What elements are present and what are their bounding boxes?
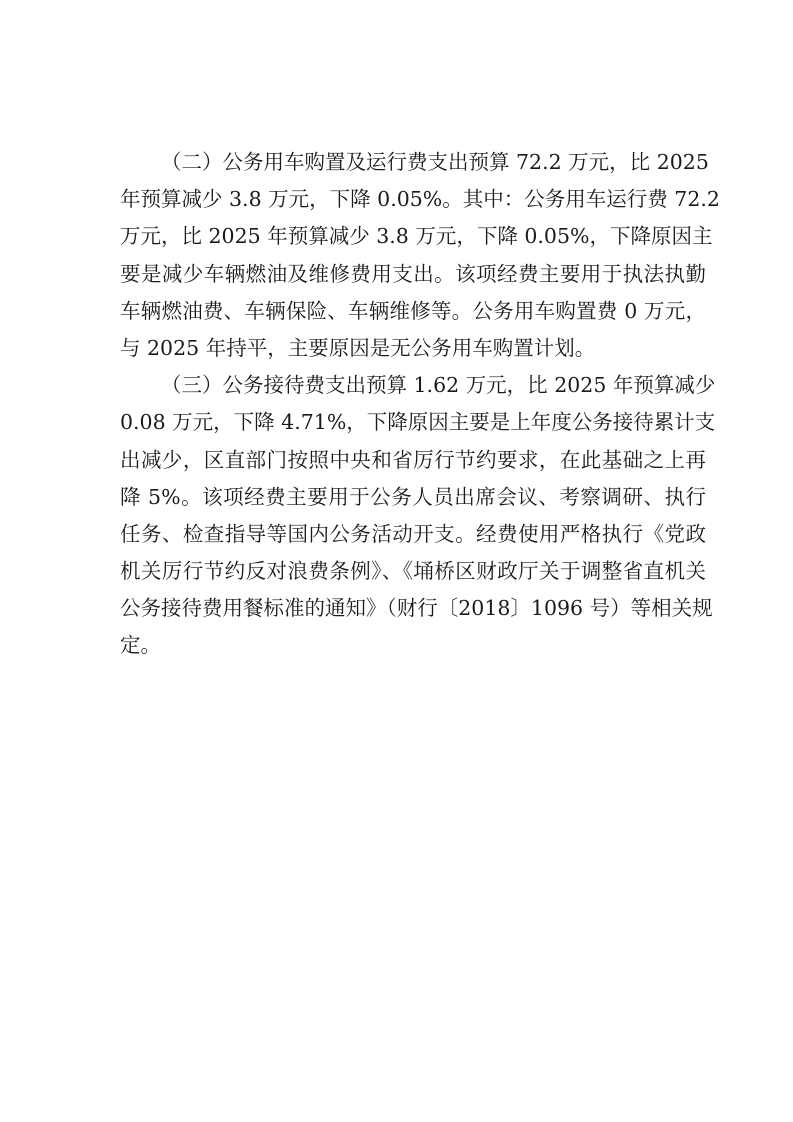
paragraph-line: 万元，比 2025 年预算减少 3.8 万元，下降 0.05%，下降原因主 — [120, 224, 713, 249]
paragraph-line: 与 2025 年持平，主要原因是无公务用车购置计划。 — [120, 335, 596, 360]
paragraph-line: （二）公务用车购置及运行费支出预算 72.2 万元，比 2025 — [161, 150, 709, 174]
paragraph-line: 定。 — [120, 633, 161, 658]
paragraph-line: 要是减少车辆燃油及维修费用支出。该项经费主要用于执法执勤 — [120, 261, 706, 286]
paragraph-line: 降 5%。该项经费主要用于公务人员出席会议、考察调研、执行 — [120, 484, 706, 509]
paragraph-reception-expenses — [120, 367, 716, 665]
paragraph-line: 年预算减少 3.8 万元，下降 0.05%。其中：公务用车运行费 72.2 — [120, 187, 720, 212]
document-body — [120, 144, 720, 665]
paragraph-vehicle-expenses — [120, 144, 720, 367]
paragraph-line: 0.08 万元，下降 4.71%，下降原因主要是上年度公务接待累计支 — [120, 410, 716, 435]
paragraph-line: 任务、检查指导等国内公务活动开支。经费使用严格执行《党政 — [120, 521, 706, 546]
paragraph-line: 机关厉行节约反对浪费条例》、《埇桥区财政厅关于调整省直机关 — [120, 559, 706, 584]
paragraph-line: 公务接待费用餐标准的通知》（财行〔2018〕1096 号）等相关规 — [120, 596, 713, 621]
paragraph-line: （三）公务接待费支出预算 1.62 万元，比 2025 年预算减少 — [161, 373, 716, 398]
paragraph-line: 出减少，区直部门按照中央和省厉行节约要求，在此基础之上再 — [120, 447, 706, 472]
paragraph-line: 车辆燃油费、车辆保险、车辆维修等。公务用车购置费 0 万元， — [120, 298, 706, 323]
